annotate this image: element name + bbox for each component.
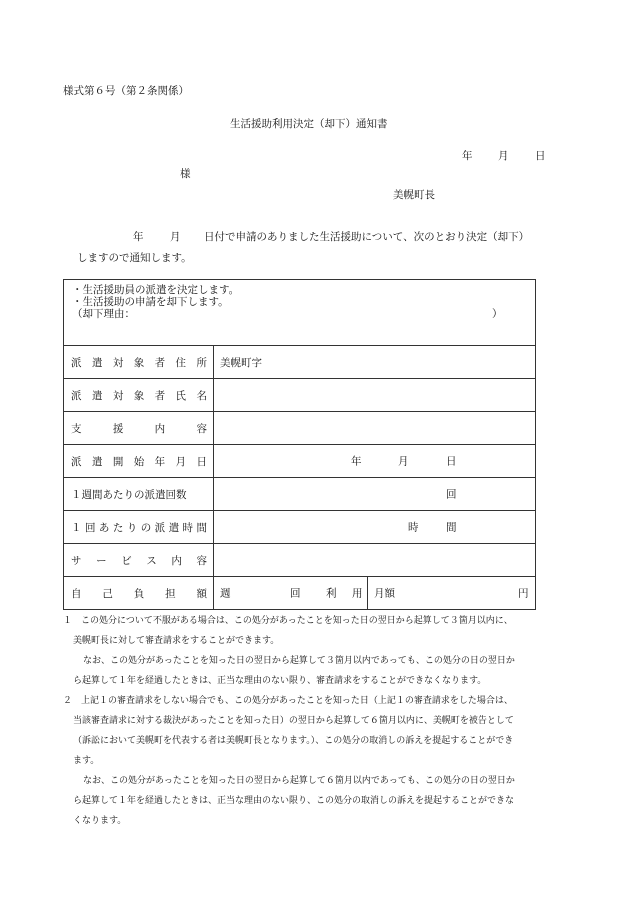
addressee-suffix: 様 [180, 168, 191, 180]
option-approve: ・生活援助員の派遣を決定します。 [72, 284, 240, 296]
burden-yen: 円 [518, 587, 529, 600]
hours-unit-2: 間 [446, 521, 457, 534]
note2-line6: ら起算して１年を経過したときは、正当な理由のない限り、この処分の取消しの訴えを提起することができな [73, 796, 515, 806]
note2-line1: ２ 上記１の審査請求をしない場合でも、この処分があったことを知った日（上記１の審査請求をした場合は、 [63, 696, 513, 706]
intro-month: 月 [170, 231, 181, 243]
date-year: 年 [462, 150, 473, 162]
date-month: 月 [498, 150, 509, 162]
note1-line1: １ この処分について不服がある場合は、この処分があったことを知った日の翌日から起算して３箇月以内に、 [63, 616, 513, 626]
reject-reason-close: ） [492, 308, 503, 320]
note2-line5: なお、この処分があったことを知った日の翌日から起算して６箇月以内であっても、この処分の日の翌日か [83, 776, 515, 786]
issuer-name: 美幌町長 [393, 189, 435, 201]
label-service: サ ー ビ ス 内 容 [64, 544, 214, 577]
decision-options-cell [64, 280, 536, 346]
label-support: 支 援 内 容 [64, 412, 214, 445]
note2-line7: くなります。 [73, 816, 127, 826]
value-service[interactable] [214, 544, 536, 577]
intro-text-line1: 日付で申請のありました生活援助について、次のとおり決定（却下） [204, 231, 530, 243]
note2-line4: ます。 [73, 756, 100, 766]
label-start-date: 派 遣 開 始 年 月 日 [64, 445, 214, 478]
value-weekly-count[interactable] [214, 478, 536, 511]
start-year-unit: 年 [351, 455, 362, 468]
value-address[interactable]: 美幌町字 [214, 346, 536, 379]
value-hours[interactable] [214, 511, 536, 544]
form-number: 様式第６号（第２条関係） [63, 85, 189, 97]
start-month-unit: 月 [398, 455, 409, 468]
label-weekly-count: １週間あたりの派遣回数 [64, 478, 214, 511]
decision-table [63, 279, 536, 610]
date-day: 日 [535, 150, 546, 162]
burden-use-2: 用 [352, 587, 363, 600]
intro-text-line2: しますので通知します。 [77, 252, 192, 264]
value-burden-monthly[interactable] [368, 577, 536, 610]
burden-use-1: 利 [326, 587, 337, 600]
note2-line2: 当該審査請求に対する裁決があったことを知った日）の翌日から起算して６箇月以内に、美幌町を被告として [73, 716, 514, 726]
reject-reason-label: （却下理由： [72, 308, 135, 320]
label-burden: 自 己 負 担 額 [64, 577, 214, 610]
value-burden-weekly[interactable] [214, 577, 368, 610]
burden-times: 回 [290, 587, 301, 600]
weekly-unit: 回 [446, 488, 457, 501]
label-address: 派 遣 対 象 者 住 所 [64, 346, 214, 379]
note1-line3: なお、この処分があったことを知った日の翌日から起算して３箇月以内であっても、この処分の日の翌日か [83, 656, 515, 666]
note1-line2: 美幌町長に対して審査請求をすることができます。 [73, 636, 280, 646]
intro-year: 年 [133, 231, 144, 243]
notes-section [63, 611, 563, 831]
note2-line3: （訴訟において美幌町を代表する者は美幌町長となります。）、この処分の取消しの訴えを提起することができ [73, 736, 514, 746]
start-day-unit: 日 [446, 455, 457, 468]
hours-unit-1: 時 [408, 521, 419, 534]
label-hours: １ 回 あ た り の 派 遣 時 間 [64, 511, 214, 544]
document-title: 生活援助利用決定（却下）通知書 [230, 118, 388, 130]
value-name[interactable] [214, 379, 536, 412]
burden-week: 週 [220, 587, 231, 600]
value-start-date[interactable] [214, 445, 536, 478]
value-support[interactable] [214, 412, 536, 445]
label-name: 派 遣 対 象 者 氏 名 [64, 379, 214, 412]
burden-monthly-label: 月額 [374, 587, 395, 600]
note1-line4: ら起算して１年を経過したときは、正当な理由のない限り、審査請求をすることができなくなります。 [73, 676, 487, 686]
option-reject: ・生活援助の申請を却下します。 [72, 296, 229, 308]
